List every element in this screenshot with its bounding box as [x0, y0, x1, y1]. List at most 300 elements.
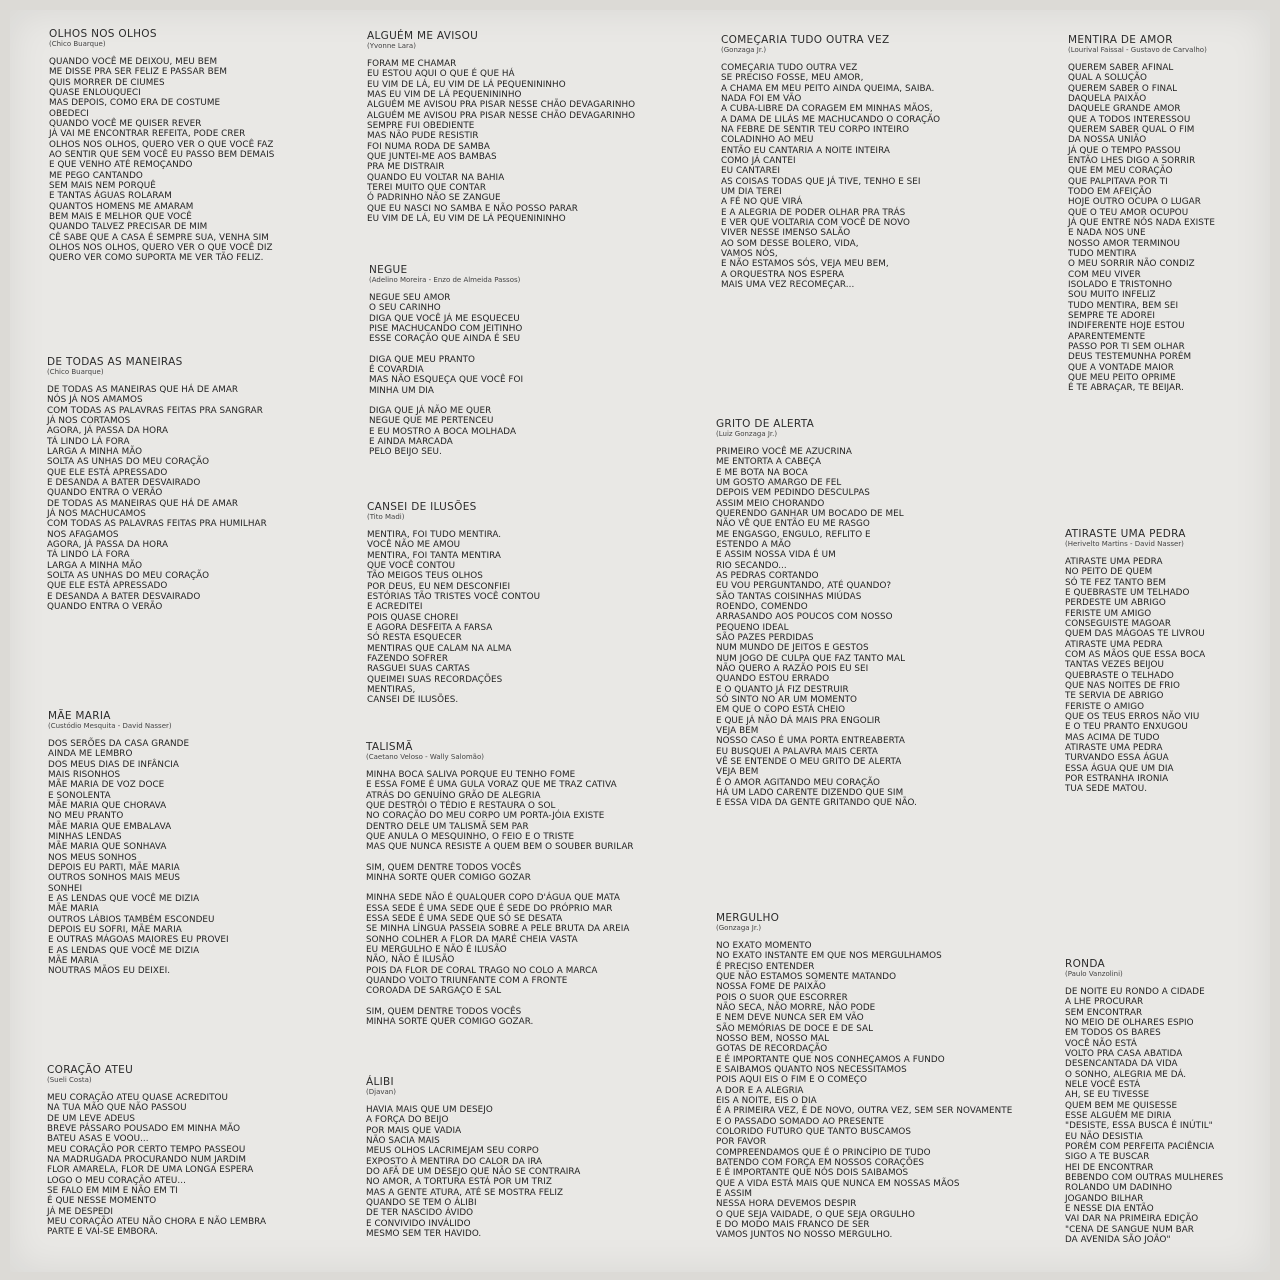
- lyric-line: DEPOIS EU SOFRI, MÃE MARIA: [48, 924, 182, 935]
- lyric-line: LARGA A MINHA MÃO: [47, 560, 143, 571]
- lyric-line: QUEM BEM ME QUISESSE: [1065, 1100, 1178, 1111]
- lyric-line: POR FAVOR: [716, 1137, 767, 1148]
- lyric-line: MEU CORAÇÃO POR CERTO TEMPO PASSEOU: [47, 1144, 246, 1155]
- lyric-line: TÃO MEIGOS TEUS OLHOS: [367, 571, 483, 582]
- lyric-line: AO SOM DESSE BOLERO, VIDA,: [721, 238, 859, 249]
- lyric-line: NO PEITO DE QUEM: [1065, 567, 1153, 578]
- lyric-line: QUE A VONTADE MAIOR: [1068, 362, 1174, 373]
- lyric-line: ATIRASTE UMA PEDRA: [1065, 639, 1163, 650]
- song-title: TALISMÃ: [366, 741, 413, 753]
- song-mergulho: [716, 912, 1012, 1241]
- lyric-line: PRIMEIRO VOCÊ ME AZUCRINA: [716, 447, 852, 457]
- lyric-line: A CUBA-LIBRE DA CORAGEM EM MINHAS MÃOS,: [721, 104, 933, 115]
- lyric-line: DESENCANTADA DA VIDA: [1065, 1059, 1178, 1070]
- lyric-line: MINHA SORTE QUER COMIGO GOZAR.: [366, 1016, 534, 1027]
- lyric-line: E AGORA DESFEITA A FARSA: [367, 622, 493, 633]
- lyric-line: JÁ QUE O TEMPO PASSOU: [1068, 145, 1181, 156]
- song-mae-maria: [48, 710, 229, 977]
- lyric-line: E ASSIM: [716, 1188, 753, 1199]
- lyric-line: SEM MAIS NEM PORQUÊ: [49, 180, 156, 191]
- lyric-line: HAVIA MAIS QUE UM DESEJO: [366, 1105, 493, 1115]
- song-coracao-ateu: [47, 1064, 266, 1238]
- lyric-line: OLHOS NOS OLHOS, QUERO VER O QUE VOCÊ DIZ: [49, 242, 273, 253]
- lyrics-lines: [1065, 557, 1205, 795]
- lyric-line: E ESSA VIDA DA GENTE GRITANDO QUE NÃO.: [716, 798, 917, 809]
- lyric-line: A FORÇA DO BEIJO: [366, 1115, 449, 1126]
- lyric-line: QUANDO VOCÊ ME QUISER REVER: [49, 118, 202, 129]
- lyrics-lines: [366, 1105, 580, 1239]
- lyric-line: SÃO MEMÓRIAS DE DOCE E DE SAL: [716, 1023, 874, 1034]
- song-title: CANSEI DE ILUSÕES: [367, 501, 477, 513]
- lyrics-sheet: [10, 10, 1270, 1272]
- lyric-line: NO MEU PRANTO: [48, 811, 124, 822]
- lyric-line: PORÉM COM PERFEITA PACIÊNCIA: [1065, 1141, 1215, 1152]
- lyric-line: VEJA BEM: [716, 767, 759, 778]
- lyric-line: SOU MUITO INFELIZ: [1068, 290, 1156, 301]
- lyric-line: MAIS UMA VEZ RECOMEÇAR...: [721, 279, 855, 290]
- lyric-line: MENTIRA, FOI TANTA MENTIRA: [367, 550, 501, 561]
- lyric-line: E O QUANTO JÁ FIZ DESTRUIR: [716, 684, 849, 695]
- lyric-line: TUA SEDE MATOU.: [1065, 784, 1148, 795]
- lyric-line: GOTAS DE RECORDAÇÃO: [716, 1044, 828, 1055]
- song-mentira-de-amor: [1068, 34, 1215, 394]
- lyric-line: PRA ME DISTRAIR: [367, 162, 445, 173]
- lyric-line: ESSA ÁGUA QUE UM DIA: [1065, 763, 1174, 774]
- lyric-line: COMO JÁ CANTEI: [721, 155, 796, 166]
- lyric-line: E SONOLENTA: [48, 790, 111, 801]
- lyric-line: QUEM DAS MÁGOAS TE LIVROU: [1065, 629, 1205, 640]
- lyric-line: RIO SECANDO...: [716, 560, 787, 571]
- lyric-line: MEUS OLHOS LACRIMEJAM SEU CORPO: [366, 1146, 539, 1157]
- lyric-line: QUEBRASTE O TELHADO: [1065, 670, 1174, 681]
- lyrics-lines: [716, 447, 917, 808]
- lyric-line: DE NOITE EU RONDO A CIDADE: [1065, 987, 1205, 997]
- song-title: MERGULHO: [716, 912, 780, 924]
- lyric-line: TODO EM AFEIÇÃO: [1068, 186, 1152, 197]
- lyric-line: E NEM DEVE NUNCA SER EM VÃO: [716, 1013, 864, 1024]
- lyric-line: QUERENDO GANHAR UM BOCADO DE MEL: [716, 508, 904, 519]
- lyric-line: "CENA DE SANGUE NUM BAR: [1065, 1224, 1194, 1235]
- lyric-line: ROENDO, COMENDO: [716, 601, 808, 612]
- lyric-line: SIM, QUEM DENTRE TODOS VOCÊS: [366, 862, 522, 873]
- lyrics-lines: [47, 385, 267, 612]
- lyric-line: NO CORAÇÃO DO MEU CORPO UM PORTA-JÓIA EXISTE: [366, 811, 605, 822]
- lyric-line: SIM, QUEM DENTRE TODOS VOCÊS: [366, 1006, 522, 1017]
- song-author: (Sueli Costa): [47, 1076, 92, 1084]
- lyric-line: NOUTRAS MÃOS EU DEIXEI.: [48, 966, 171, 977]
- lyric-line: TÁ LINDO LÁ FORA: [47, 550, 130, 561]
- lyric-line: JOGANDO BILHAR: [1065, 1193, 1144, 1204]
- song-author: (Yvonne Lara): [367, 42, 416, 50]
- lyric-line: SOLTA AS UNHAS DO MEU CORAÇÃO: [47, 570, 210, 581]
- lyric-line: COLORIDO FUTURO QUE TANTO BUSCAMOS: [716, 1126, 912, 1137]
- lyric-line: LARGA A MINHA MÃO: [47, 446, 143, 457]
- song-title: COMEÇARIA TUDO OUTRA VEZ: [721, 34, 890, 46]
- song-alguem-me-avisou: [367, 30, 635, 224]
- lyric-line: MAS NÃO ESQUEÇA QUE VOCÊ FOI: [369, 375, 524, 386]
- stanza-gap: [366, 883, 634, 893]
- song-author: (Gonzaga Jr.): [721, 46, 767, 54]
- lyric-line: DIGA QUE VOCÊ JÁ ME ESQUECEU: [369, 313, 520, 324]
- lyric-line: QUE O TEU AMOR OCUPOU: [1068, 207, 1189, 218]
- lyric-line: UM DIA TEREI: [721, 186, 782, 197]
- lyric-line: MESMO SEM TER HAVIDO.: [366, 1228, 482, 1239]
- lyric-line: QUERO VER COMO SUPORTA ME VER TÃO FELIZ.: [49, 253, 264, 264]
- lyric-line: SIGO A TE BUSCAR: [1065, 1152, 1150, 1163]
- song-author: (Tito Madi): [367, 513, 405, 521]
- song-ronda: [1065, 958, 1223, 1245]
- lyric-line: QUE OS TEUS ERROS NÃO VIU: [1065, 711, 1200, 722]
- lyric-line: NUM JOGO DE CULPA QUE FAZ TANTO MAL: [716, 653, 906, 664]
- lyric-line: QUANDO VOCÊ ME DEIXOU, MEU BEM: [49, 57, 218, 67]
- lyric-line: NO MEIO DE OLHARES ESPIO: [1065, 1017, 1194, 1028]
- song-de-todas-as-maneiras: [47, 356, 267, 612]
- lyric-line: VEJA BEM: [716, 725, 759, 736]
- lyric-line: SEM ENCONTRAR: [1065, 1007, 1143, 1018]
- song-author: (Lourival Faissal - Gustavo de Carvalho): [1068, 46, 1207, 54]
- lyric-line: MEU CORAÇÃO ATEU NÃO CHORA E NÃO LEMBRA: [47, 1216, 267, 1227]
- lyric-line: ME ENGASGO, ENGULO, REFLITO E: [716, 529, 871, 540]
- lyric-line: E NÃO ESTAMOS SÓS, VEJA MEU BEM,: [721, 259, 889, 270]
- lyric-line: EU CANTAREI: [721, 166, 781, 177]
- song-author: (Paulo Vanzolini): [1065, 970, 1123, 978]
- lyric-line: ESSA SEDE É UMA SEDE QUE É SEDE DO PRÓPRIO MAR: [366, 903, 613, 914]
- lyric-line: EM QUE O COPO ESTÁ CHEIO: [716, 705, 846, 716]
- lyric-line: PARTE E VAI-SE EMBORA.: [47, 1227, 158, 1238]
- lyric-line: SÃO TANTAS COISINHAS MIÚDAS: [716, 591, 862, 602]
- lyric-line: COROADA DE SARGAÇO E SAL: [366, 986, 502, 997]
- song-title: GRITO DE ALERTA: [716, 418, 815, 430]
- song-title: CORAÇÃO ATEU: [47, 1064, 134, 1076]
- song-author: (Gonzaga Jr.): [716, 924, 762, 932]
- lyric-line: MENTIRA, FOI TUDO MENTIRA.: [367, 530, 502, 540]
- lyric-line: SONHEI: [48, 883, 83, 894]
- lyric-line: E O PASSADO SOMADO AO PRESENTE: [716, 1116, 885, 1127]
- lyric-line: MAS A GENTE ATURA, ATÉ SE MOSTRA FELIZ: [366, 1187, 564, 1198]
- lyric-line: E NADA NOS UNE: [1068, 228, 1146, 239]
- lyric-line: FORAM ME CHAMAR: [367, 59, 457, 69]
- lyric-line: ENTÃO EU CANTARIA A NOITE INTEIRA: [721, 145, 890, 156]
- lyrics-lines: [48, 739, 229, 977]
- lyric-line: A DOR E A ALEGRIA: [716, 1085, 804, 1096]
- lyric-line: QUE VOCÊ CONTOU: [367, 560, 456, 571]
- lyric-line: EU VOU PERGUNTANDO, ATÉ QUANDO?: [716, 581, 892, 592]
- lyric-line: PELO BEIJO SEU.: [369, 447, 442, 458]
- lyric-line: MEU CORAÇÃO ATEU QUASE ACREDITOU: [47, 1093, 228, 1103]
- lyric-line: MÃE MARIA: [48, 904, 99, 915]
- lyric-line: MÃE MARIA: [48, 955, 99, 966]
- lyric-line: QUE DESTRÓI O TÉDIO E RESTAURA O SOL: [366, 800, 556, 811]
- lyric-line: NUM MUNDO DE JEITOS E GESTOS: [716, 643, 869, 654]
- lyric-line: EXPOSTO À MENTIRA DO CALOR DA IRA: [366, 1156, 543, 1167]
- lyric-line: RASGUEI SUAS CARTAS: [367, 664, 470, 675]
- lyric-line: MAS DEPOIS, COMO ERA DE COSTUME: [49, 98, 221, 109]
- lyric-line: É TE ABRAÇAR, TE BEIJAR.: [1068, 383, 1184, 394]
- lyric-line: NOSSO AMOR TERMINOU: [1068, 238, 1180, 249]
- lyric-line: DEUS TESTEMUNHA PORÉM: [1068, 352, 1192, 363]
- lyric-line: SÓ TE FEZ TANTO BEM: [1065, 577, 1166, 588]
- lyric-line: Ó PADRINHO NÃO SE ZANGUE: [367, 193, 501, 204]
- lyric-line: E É IMPORTANTE QUE NÓS DOIS SAIBAMOS: [716, 1168, 909, 1179]
- lyric-line: QUANDO EU VOLTAR NA BAHIA: [367, 172, 505, 183]
- lyric-line: SÃO PAZES PERDIDAS: [716, 632, 814, 643]
- lyric-line: ESTÓRIAS TÃO TRISTES VOCÊ CONTOU: [367, 591, 541, 602]
- lyric-line: ISOLADO E TRISTONHO: [1068, 279, 1173, 290]
- lyric-line: DAQUELE GRANDE AMOR: [1068, 104, 1181, 115]
- lyric-line: "DESISTE, ESSA BUSCA É INÚTIL": [1065, 1121, 1213, 1132]
- lyric-line: É A PRIMEIRA VEZ, É DE NOVO, OUTRA VEZ, SEM SER NOVAMENTE: [716, 1106, 1013, 1117]
- lyric-line: O SONHO, ALEGRIA ME DÁ.: [1065, 1069, 1187, 1080]
- lyric-line: BEBENDO COM OUTRAS MULHERES: [1065, 1172, 1224, 1183]
- lyric-line: EU BUSQUEI A PALAVRA MAIS CERTA: [716, 746, 878, 757]
- song-title: OLHOS NOS OLHOS: [49, 28, 157, 40]
- lyric-line: ALGUÉM ME AVISOU PRA PISAR NESSE CHÃO DEVAGARINHO: [367, 100, 636, 111]
- lyric-line: COM AS MÃOS QUE ESSA BOCA: [1065, 649, 1206, 660]
- lyric-line: A FÉ NO QUE VIRÁ: [721, 197, 803, 208]
- lyric-line: POR ESTRANHA IRONIA: [1065, 773, 1169, 784]
- lyric-line: DOS MEUS DIAS DE INFÂNCIA: [48, 759, 179, 770]
- lyric-line: DA AVENIDA SÃO JOÃO": [1065, 1234, 1171, 1245]
- lyric-line: E QUE VENHO ATÉ REMOÇANDO: [49, 160, 193, 171]
- song-author: (Adelino Moreira - Enzo de Almeida Passos): [369, 276, 521, 284]
- lyric-line: ESTENDO A MÃO: [716, 539, 791, 550]
- lyric-line: NÃO, NÃO É ILUSÃO: [366, 955, 455, 966]
- lyric-line: O QUE SEJA VAIDADE, O QUE SEJA ORGULHO: [716, 1209, 915, 1220]
- lyric-line: QUE ANULA O MESQUINHO, O FEIO E O TRISTE: [366, 831, 575, 842]
- lyric-line: E DESANDA A BATER DESVAIRADO: [47, 477, 201, 488]
- lyric-line: DENTRO DELE UM TALISMÃ SEM PAR: [366, 821, 529, 832]
- lyric-line: E TANTAS ÁGUAS ROLARAM: [49, 191, 172, 202]
- lyric-line: ESSE ALGUÉM ME DIRIA: [1065, 1110, 1172, 1121]
- lyric-line: NOSSO CASO É UMA PORTA ENTREABERTA: [716, 736, 905, 747]
- lyric-line: CONSEGUISTE MAGOAR: [1065, 618, 1172, 629]
- lyric-line: FAZENDO SOFRER: [367, 653, 448, 664]
- lyric-line: CÊ SABE QUE A CASA É SEMPRE SUA, VENHA SIM: [49, 232, 269, 243]
- lyric-line: TUDO MENTIRA: [1068, 248, 1137, 259]
- lyrics-lines: [1065, 987, 1223, 1245]
- lyric-line: SEMPRE TE ADOREI: [1068, 310, 1156, 321]
- lyrics-lines: [721, 63, 940, 290]
- lyric-line: NOS MEUS SONHOS: [48, 852, 137, 863]
- lyric-line: E AS LENDAS QUE VOCÊ ME DIZIA: [48, 893, 200, 904]
- lyric-line: QUANTOS HOMENS ME AMARAM: [49, 201, 194, 212]
- lyric-line: E ME BOTA NA BOCA: [716, 467, 808, 478]
- song-author: (Caetano Veloso - Wally Salomão): [366, 753, 484, 761]
- lyric-line: TURVANDO ESSA ÁGUA: [1065, 753, 1169, 764]
- lyric-line: MAIS RISONHOS: [48, 769, 121, 780]
- lyric-line: COM TODAS AS PALAVRAS FEITAS PRA HUMILHAR: [47, 519, 267, 530]
- lyric-line: E O TEU PRANTO ENXUGOU: [1065, 722, 1188, 733]
- lyric-line: QUE ELE ESTÁ APRESSADO: [47, 467, 168, 478]
- lyric-line: EIS A NOITE, EIS O DIA: [716, 1095, 817, 1106]
- lyric-line: OBEDECI: [49, 108, 89, 119]
- lyric-line: DIGA QUE MEU PRANTO: [369, 354, 476, 365]
- lyric-line: NÃO VÊ QUE ENTÃO EU ME RASGO: [716, 519, 870, 530]
- lyrics-lines: [716, 941, 1012, 1241]
- lyrics-lines: [366, 770, 634, 1027]
- lyric-line: FERISTE UM AMIGO: [1065, 608, 1152, 619]
- song-author: (Herivelto Martins - David Nasser): [1065, 540, 1184, 548]
- song-title: RONDA: [1065, 958, 1105, 970]
- lyric-line: QUIS MORRER DE CIUMES: [49, 77, 165, 88]
- lyric-line: CANSEI DE ILUSÕES.: [367, 695, 459, 706]
- lyric-line: SÓ RESTA ESQUECER: [367, 633, 462, 644]
- lyric-line: NADA FOI EM VÃO: [721, 93, 802, 104]
- lyric-line: POR MAIS QUE VADIA: [366, 1125, 462, 1136]
- lyric-line: PERDESTE UM ABRIGO: [1065, 598, 1166, 609]
- lyric-line: VÊ SE ENTENDE O MEU GRITO DE ALERTA: [716, 756, 902, 767]
- lyric-line: BREVE PÁSSARO POUSADO EM MINHA MÃO: [47, 1123, 241, 1134]
- lyric-line: QUANDO VOLTO TRIUNFANTE COM A FRONTE: [366, 975, 568, 986]
- lyric-line: FERISTE O AMIGO: [1065, 701, 1145, 712]
- lyric-line: VOLTO PRA CASA ABATIDA: [1065, 1048, 1183, 1059]
- lyric-line: A DAMA DE LILÁS ME MACHUCANDO O CORAÇÃO: [721, 114, 941, 125]
- lyrics-lines: [369, 293, 523, 458]
- lyric-line: DA NOSSA UNIÃO: [1068, 135, 1147, 146]
- lyric-line: ASSIM MEIO CHORANDO: [716, 498, 825, 509]
- song-author: (Chico Buarque): [49, 40, 106, 48]
- lyric-line: VIVER NESSE IMENSO SALÃO: [721, 228, 851, 239]
- lyric-line: PEQUENO IDEAL: [716, 622, 789, 633]
- lyric-line: UM GOSTO AMARGO DE FEL: [716, 477, 842, 488]
- lyric-line: DE TER NASCIDO ÁVIDO: [366, 1208, 474, 1219]
- lyric-line: A LHE PROCURAR: [1065, 997, 1144, 1008]
- lyric-line: MINHA SORTE QUER COMIGO GOZAR: [366, 872, 531, 883]
- lyric-line: É PRECISO ENTENDER: [716, 961, 815, 972]
- lyric-line: OUTROS SONHOS MAIS MEUS: [48, 873, 181, 884]
- lyric-line: E CONVIVIDO INVÁLIDO: [366, 1218, 471, 1229]
- song-comecaria-tudo-outra-vez: [721, 34, 940, 290]
- lyric-line: HOJE OUTRO OCUPA O LUGAR: [1068, 197, 1201, 208]
- lyric-line: NA FEBRE DE SENTIR TEU CORPO INTEIRO: [721, 124, 910, 135]
- lyric-line: ME PEGO CANTANDO: [49, 170, 143, 181]
- lyric-line: COM MEU VIVER: [1068, 269, 1141, 280]
- lyric-line: ESSE CORAÇÃO QUE AINDA É SEU: [369, 334, 521, 345]
- lyric-line: MINHAS LENDAS: [48, 831, 122, 842]
- lyric-line: COLADINHO AO MEU: [721, 135, 814, 146]
- song-title: MÃE MARIA: [48, 710, 111, 722]
- lyric-line: E A ALEGRIA DE PODER OLHAR PRA TRÁS: [721, 207, 906, 218]
- lyric-line: SEMPRE FUI OBEDIENTE: [367, 120, 475, 131]
- lyric-line: EM TODOS OS BARES: [1065, 1028, 1161, 1039]
- lyric-line: NEGUE QUE ME PERTENCEU: [369, 416, 494, 427]
- lyric-line: E AS LENDAS QUE VOCÊ ME DIZIA: [48, 945, 200, 956]
- lyric-line: NÃO QUERO A RAZÃO POIS EU SEI: [716, 663, 869, 674]
- lyric-line: AINDA ME LEMBRO: [48, 749, 133, 760]
- lyric-line: ARRASANDO AOS POUCOS COM NOSSO: [716, 612, 893, 623]
- song-title: MENTIRA DE AMOR: [1068, 34, 1173, 46]
- lyric-line: NOSSA FOME DE PAIXÃO: [716, 982, 826, 993]
- lyric-line: QUANDO ESTOU ERRADO: [716, 674, 830, 685]
- lyric-line: ALGUÉM ME AVISOU PRA PISAR NESSE CHÃO DEVAGARINHO: [367, 110, 636, 121]
- lyric-line: NEGUE SEU AMOR: [369, 293, 451, 303]
- lyric-line: BATEU ASAS E VOOU...: [47, 1134, 149, 1145]
- lyric-line: SE PRECISO FOSSE, MEU AMOR,: [721, 73, 864, 84]
- lyric-line: E É IMPORTANTE QUE NOS CONHEÇAMOS A FUNDO: [716, 1054, 945, 1065]
- lyric-line: MÃE MARIA DE VOZ DOCE: [48, 780, 165, 791]
- lyric-line: AGORA, JÁ PASSA DA HORA: [47, 539, 169, 550]
- lyric-line: OLHOS NOS OLHOS, QUERO VER O QUE VOCÊ FAZ: [49, 139, 274, 150]
- lyric-line: INDIFERENTE HOJE ESTOU: [1068, 321, 1185, 332]
- lyric-line: QUE EM MEU CORAÇÃO: [1068, 166, 1173, 177]
- lyric-line: VAI DAR NA PRIMEIRA EDIÇÃO: [1065, 1214, 1199, 1225]
- lyric-line: JÁ NOS CORTAMOS: [47, 415, 131, 426]
- lyric-line: MINHA UM DIA: [369, 385, 435, 396]
- lyric-line: E NESSE DIA ENTÃO: [1065, 1203, 1154, 1214]
- lyric-line: VAMOS JUNTOS NO NOSSO MERGULHO.: [716, 1230, 893, 1241]
- lyric-line: O SEU CARINHO: [369, 303, 441, 314]
- lyric-line: QUASE ENLOUQUECI: [49, 87, 141, 98]
- lyric-line: O MEU SORRIR NÃO CONDIZ: [1068, 259, 1195, 270]
- lyric-line: SOLTA AS UNHAS DO MEU CORAÇÃO: [47, 457, 210, 468]
- lyric-line: AO SENTIR QUE SEM VOCÊ EU PASSO BEM DEMAIS: [49, 149, 275, 160]
- song-atiraste-uma-pedra: [1065, 528, 1205, 795]
- lyric-line: POR DEUS, EU NEM DESCONFIEI: [367, 581, 511, 592]
- lyric-line: EU MERGULHO E NÃO É ILUSÃO: [366, 944, 507, 955]
- lyric-line: DEPOIS VEM PEDINDO DESCULPAS: [716, 488, 870, 499]
- lyric-line: QUE MEU PEITO OPRIME: [1068, 372, 1176, 383]
- lyric-line: DE UM LEVE ADEUS: [47, 1113, 135, 1124]
- lyric-line: E ACREDITEI: [367, 602, 423, 613]
- lyric-line: EU VIM DE LÁ, EU VIM DE LÁ PEQUENININHO: [367, 79, 566, 90]
- lyric-line: E ESSA FOME É UMA GULA VORAZ QUE ME TRAZ CATIVA: [366, 780, 617, 791]
- lyric-line: AGORA, JÁ PASSA DA HORA: [47, 426, 169, 437]
- lyric-line: QUE ELE ESTÁ APRESSADO: [47, 581, 168, 592]
- lyric-line: MÃE MARIA QUE EMBALAVA: [48, 821, 172, 832]
- lyric-line: MENTIRAS QUE CALAM NA ALMA: [367, 643, 512, 654]
- lyric-line: DO AFÃ DE UM DESEJO QUE NÃO SE CONTRAIRA: [366, 1166, 581, 1177]
- song-author: (Chico Buarque): [47, 368, 104, 376]
- lyric-line: NO EXATO MOMENTO: [716, 941, 812, 951]
- lyric-line: QUE EU NASCI NO SAMBA E NÃO POSSO PARAR: [367, 203, 578, 214]
- lyric-line: ENTÃO LHES DIGO A SORRIR: [1068, 155, 1196, 166]
- lyric-line: MINHA SEDE NÃO É QUALQUER COPO D'ÁGUA QUE MATA: [366, 893, 620, 904]
- lyric-line: E OUTRAS MÁGOAS MAIORES EU PROVEI: [48, 935, 229, 946]
- lyric-line: COMPREENDAMOS QUE É O PRINCÍPIO DE TUDO: [716, 1147, 931, 1158]
- lyric-line: FOI NUMA RODA DE SAMBA: [367, 141, 490, 152]
- lyric-line: ME DISSE PRA SER FELIZ E PASSAR BEM: [49, 67, 228, 78]
- lyric-line: MAS QUE NUNCA RESISTE A QUEM BEM O SOUBER BURILAR: [366, 842, 634, 853]
- lyric-line: OUTROS LÁBIOS TAMBÉM ESCONDEU: [48, 914, 215, 925]
- lyric-line: JÁ QUE ENTRE NÓS NADA EXISTE: [1068, 217, 1215, 228]
- lyric-line: É QUE NESSE MOMENTO: [47, 1196, 157, 1207]
- lyric-line: SE FALO EM MIM E NÃO EM TI: [47, 1185, 178, 1196]
- lyric-line: VOCÊ NÃO ME AMOU: [367, 540, 461, 551]
- song-olhos-nos-olhos: [49, 28, 274, 264]
- lyric-line: NÓS JÁ NOS AMAMOS: [47, 395, 143, 406]
- lyric-line: PISE MACHUCANDO COM JEITINHO: [369, 323, 523, 334]
- lyric-line: NA TUA MÃO QUE NÃO PASSOU: [47, 1103, 187, 1114]
- lyric-line: EU VIM DE LÁ, EU VIM DE LÁ PEQUENININHO: [367, 213, 566, 224]
- lyric-line: NOSSO BEM, NOSSO MAL: [716, 1033, 830, 1044]
- lyric-line: QUE PALPITAVA POR TI: [1068, 176, 1168, 187]
- lyric-line: QUE NAS NOITES DE FRIO: [1065, 680, 1181, 691]
- song-title: DE TODAS AS MANEIRAS: [47, 356, 183, 368]
- lyric-line: POIS DA FLOR DE CORAL TRAGO NO COLO A MARCA: [366, 965, 598, 976]
- lyric-line: QUE JUNTEI-ME AOS BAMBAS: [367, 151, 497, 162]
- lyric-line: E VER QUE VOLTARIA COM VOCÊ DE NOVO: [721, 217, 911, 228]
- lyric-line: TEREI MUITO QUE CONTAR: [367, 182, 486, 193]
- lyric-line: E EU MOSTRO A BOCA MOLHADA: [369, 426, 517, 437]
- stanza-gap: [369, 396, 523, 406]
- lyric-line: PASSO POR TI SEM OLHAR: [1068, 341, 1185, 352]
- lyric-line: NOS AFAGAMOS: [47, 529, 119, 540]
- lyric-line: EU ESTOU AQUI O QUE É QUE HÁ: [367, 69, 515, 80]
- lyric-line: MAS NÃO PUDE RESISTIR: [367, 131, 479, 142]
- lyric-line: QUANDO SE TEM O ÁLIBI: [366, 1197, 477, 1208]
- song-negue: [369, 264, 523, 458]
- lyric-line: E DO MODO MAIS FRANCO DE SER: [716, 1219, 870, 1230]
